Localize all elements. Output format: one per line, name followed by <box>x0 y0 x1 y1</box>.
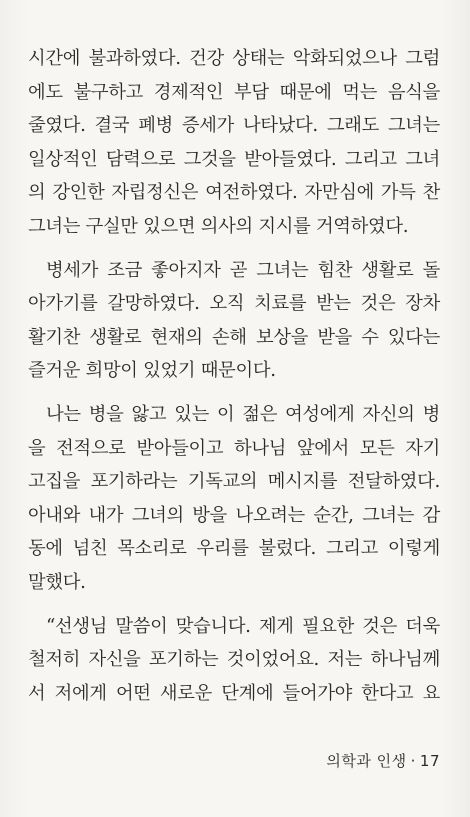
text-line: 고집을 포기하라는 기독교의 메시지를 전달하였다. <box>28 471 440 493</box>
text-line: 나는 병을 앓고 있는 이 젊은 여성에게 자신의 병 <box>46 403 440 425</box>
text-line: 일상적인 담력으로 그것을 받아들였다. 그리고 그녀 <box>28 148 440 170</box>
text-line: 을 전적으로 받아들이고 하나님 앞에서 모든 자기 <box>28 437 440 459</box>
text-line: 에도 불구하고 경제적인 부담 때문에 먹는 음식을 <box>28 81 440 103</box>
text-line: 활기찬 생활로 현재의 손해 보상을 받을 수 있다는 <box>28 326 440 348</box>
paragraph-gap <box>28 244 440 254</box>
text-line: 즐거운 희망이 있었기 때문이다. <box>28 360 276 382</box>
text-line: “선생님 말씀이 맞습니다. 제게 필요한 것은 더욱 <box>46 615 440 637</box>
text-line: 줄였다. 결국 폐병 증세가 나타났다. 그래도 그녀는 <box>28 115 440 137</box>
text-line: 동에 넘친 목소리로 우리를 불렀다. 그리고 이렇게 <box>28 538 440 560</box>
text-line: 말했다. <box>28 571 86 593</box>
footer-separator: · <box>410 752 416 770</box>
page-footer <box>326 750 440 771</box>
text-line: 시간에 불과하였다. 건강 상태는 악화되었으나 그럼 <box>28 48 440 69</box>
paragraph-gap <box>28 388 440 398</box>
text-line: 병세가 조금 좋아지자 곧 그녀는 힘찬 생활로 돌 <box>46 259 440 281</box>
body-text <box>28 42 440 710</box>
text-line: 그녀는 구실만 있으면 의사의 지시를 거역하였다. <box>28 215 409 237</box>
text-line: 아내와 내가 그녀의 방을 나오려는 순간, 그녀는 감 <box>28 504 440 526</box>
text-line: 아가기를 갈망하였다. 오직 치료를 받는 것은 장차 <box>28 293 440 315</box>
paragraph-gap <box>28 600 440 610</box>
text-line: 서 저에게 어떤 새로운 단계에 들어가야 한다고 요 <box>28 682 440 704</box>
text-line: 철저히 자신을 포기하는 것이었어요. 저는 하나님께 <box>28 649 440 671</box>
page-number: 17 <box>419 752 440 770</box>
running-title: 의학과 인생 <box>326 752 407 770</box>
text-line: 의 강인한 자립정신은 여전하였다. 자만심에 가득 찬 <box>28 182 440 204</box>
